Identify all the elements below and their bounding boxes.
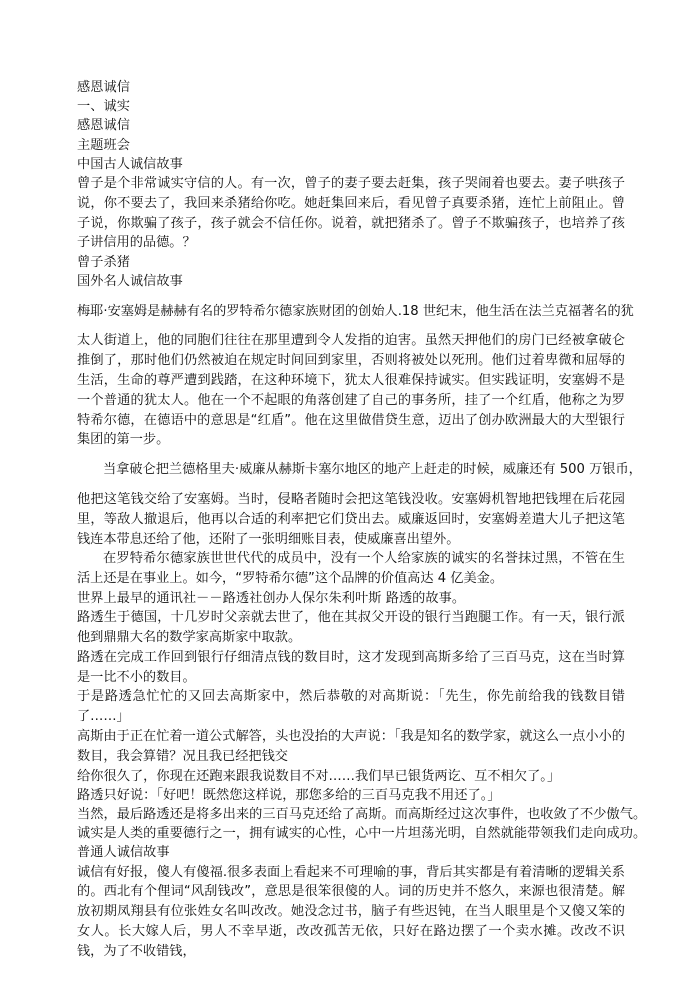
paragraph-meiye-rest: 太人街道上，他的同胞们往往在那里遭到令人发指的迫害。虽然天押他们的房门已经被拿破仑推倒了，那时他们仍然被迫在规定时间回到家里，否则将被处以死刑。他们过着卑微和屈辱的生活，生命的尊严遭到践踏，在这种环境下，犹太人很难保持诚实。但实践证明，安塞姆不是一个普通的犹太人。他在一个不起眼的角落创建了自己的事务所，挂了一个红盾，他称之为罗特希尔德，在德语中的意思是“红盾”。他在这里做借贷生意，迈出了创办欧洲最大的大型银行集团的第一步。 (77, 333, 625, 448)
line-gauss-continued: 给你很久了，你现在还跑来跟我说数目不对……我们早已银货两讫、互不相欠了。」 (77, 768, 561, 784)
paragraph-weilian-rest: 他把这笔钱交给了安塞姆。当时，侵略者随时会把这笔钱没收。安塞姆机智地把钱埋在后花园里，等敌人撤退后，他再以合适的利率把它们贷出去。威廉返回时，安塞姆差遣大儿子把这笔钱连本带息还给了他，还附了一张明细账目表，使威廉喜出望外。 (77, 491, 625, 547)
section-honesty: 一、诚实 (77, 99, 130, 115)
document-body (77, 78, 647, 962)
heading-ordinary-stories: 普通人诚信故事 (77, 845, 170, 861)
heading-class-meeting: 主题班会 (77, 137, 130, 153)
line-reuters-reply: 路透只好说：「好吧！既然您这样说，那您多给的三百马克我不用还了。」 (77, 787, 501, 803)
paragraph-zengzi: 曾子是个非常诚实守信的人。有一次，曾子的妻子要去赶集，孩子哭闹着也要去。妻子哄孩子说，你不要去了，我回来杀猪给你吃。她赶集回来后，看见曾子真要杀猪，连忙上前阻止。曾子说，你欺骗了孩子，孩子就会不信任你。说着，就把猪杀了。曾子不欺骗孩子，也培养了孩子讲信用的品德。？ (77, 176, 625, 251)
paragraph-reuters-2: 路透在完成工作回到银行仔细清点钱的数目时，这才发现到高斯多给了三百马克，这在当时算是一比不小的数目。 (77, 649, 625, 685)
line-reuters-founder: 世界上最早的通讯社－－路透社创办人保尔朱利叶斯 路透的故事。 (77, 590, 466, 606)
line-of-course: 当然，最后路透还是将多出来的三百马克还给了高斯。而高斯经过这次事件，也收敛了不少傲气。 (77, 806, 647, 822)
paragraph-family-honor: 在罗特希尔德家族世世代代的成员中，没有一个人给家族的诚实的名誉抹过黑，不管在生活上还是在事业上。如今，“罗特希尔德”这个品牌的价值高达 4 亿美金。 (77, 551, 625, 587)
paragraph-reuters-3: 于是路透急忙忙的又回去高斯家中，然后恭敬的对高斯说：「先生，你先前给我的钱数目错了……」 (77, 689, 625, 725)
heading-gratitude-integrity-2: 感恩诚信 (77, 118, 130, 134)
paragraph-gauss: 高斯由于正在忙着一道公式解答，头也没抬的大声说：「我是知名的数学家，就这么一点小小的数目，我会算错？况且我已经把钱交 (77, 728, 625, 764)
line-honesty-virtue: 诚实是人类的重要德行之一，拥有诚实的心性，心中一片坦荡光明，自然就能带领我们走向成功。 (77, 826, 647, 842)
paragraph-reuters-1: 路透生于德国，十几岁时父亲就去世了，他在其叔父开设的银行当跑腿工作。有一天，银行派他到鼎鼎大名的数学家高斯家中取款。 (77, 610, 625, 645)
paragraph-ordinary: 诚信有好报，傻人有傻福.很多表面上看起来不可理喻的事，背后其实都是有着清晰的逻辑关系的。西北有个俚词“风刮钱改”，意思是很笨很傻的人。词的历史并不悠久，来源也很清楚。解放初期凤翔县有位张姓女名叫改改。她没念过书，脑子有些迟钝，在当人眼里是个又傻又笨的女人。长大嫁人后，男人不幸早逝，改改孤苦无依，只好在路边摆了一个卖水摊。改改不识钱，为了不收错钱， (77, 864, 625, 959)
heading-zengzi-pig: 曾子杀猪 (77, 255, 130, 271)
paragraph-weilian-first-line: 当拿破仑把兰德格里夫·威廉从赫斯卡塞尔地区的地产上赶走的时候，威廉还有 500 万银币， (103, 462, 642, 478)
heading-foreign-stories: 国外名人诚信故事 (77, 274, 183, 290)
paragraph-meiye-first-line: 梅耶·安塞姆是赫赫有名的罗特希尔德家族财团的创始人.18 世纪末，他生活在法兰克福著名的犹 (77, 303, 634, 319)
heading-chinese-stories: 中国古人诚信故事 (77, 156, 183, 172)
heading-gratitude-integrity: 感恩诚信 (77, 80, 130, 95)
